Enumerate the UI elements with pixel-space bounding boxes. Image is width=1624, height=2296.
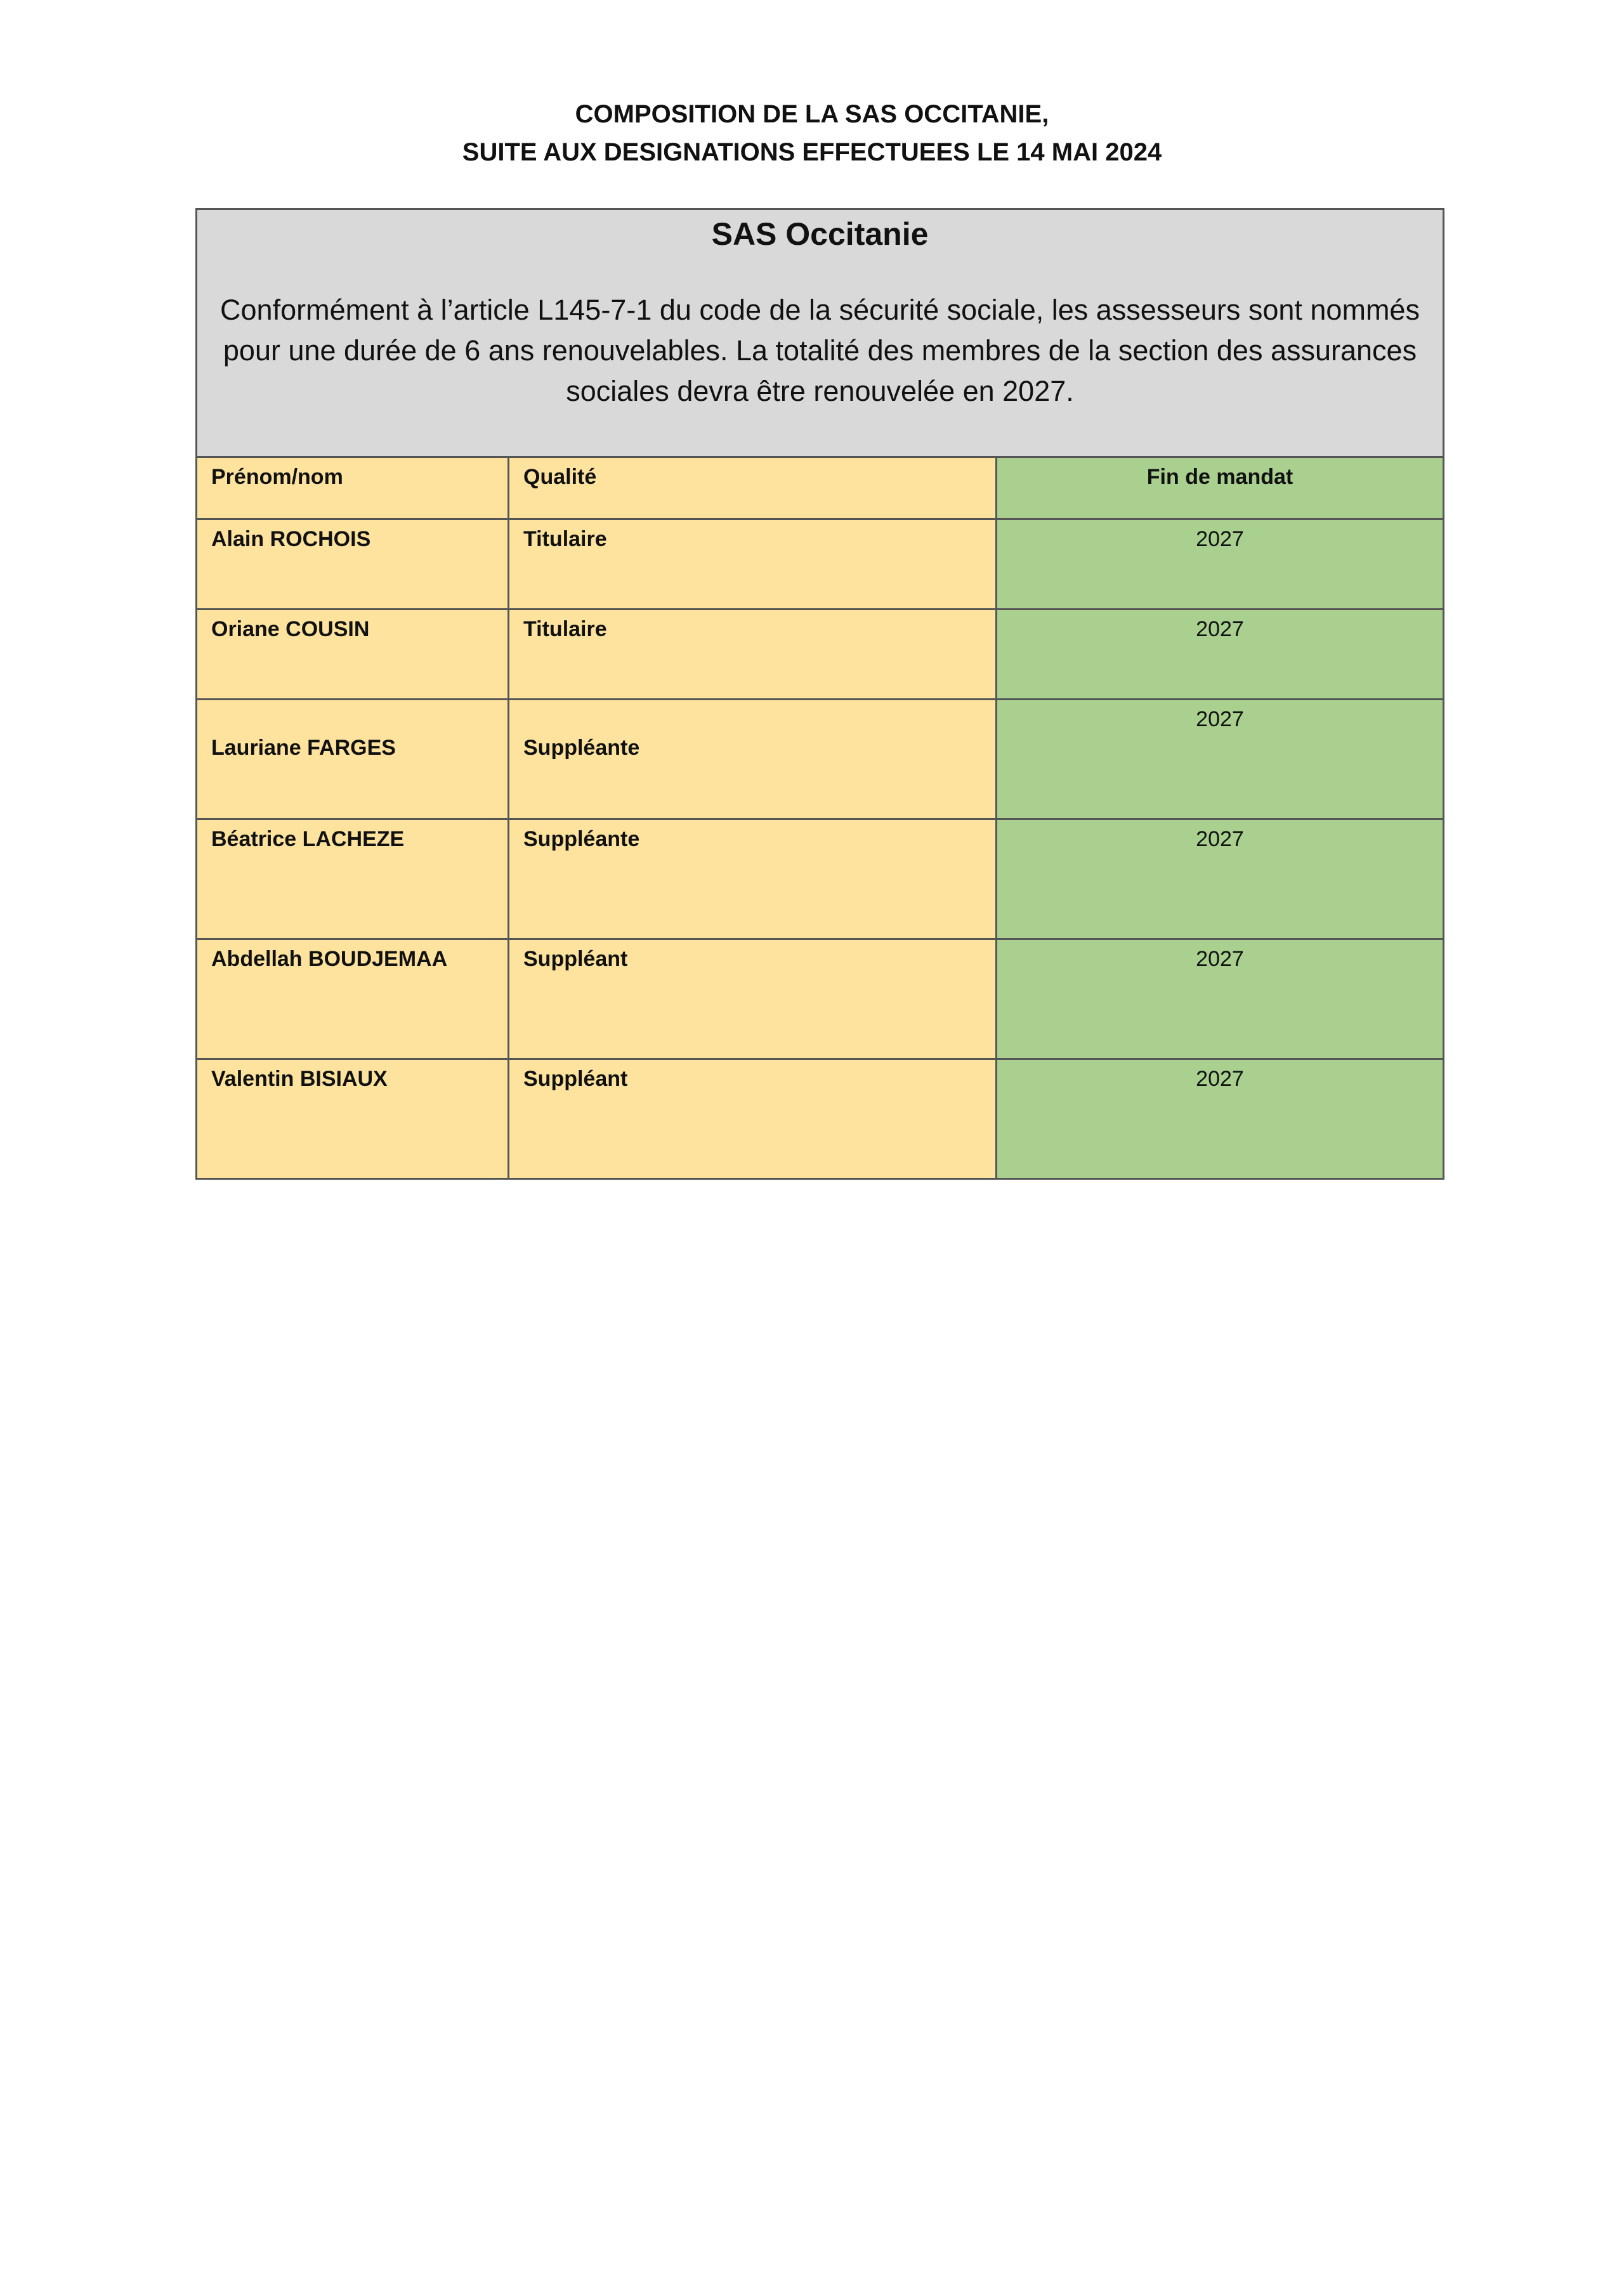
table-row [197, 700, 1444, 819]
members-table [195, 208, 1444, 1180]
title-line-2: SUITE AUX DESIGNATIONS EFFECTUEES LE 14 MAI 2024 [462, 138, 1162, 166]
member-end: 2027 [997, 939, 1444, 1059]
table-row [197, 819, 1444, 939]
member-end: 2027 [997, 610, 1444, 700]
column-header-quality: Qualité [509, 457, 997, 519]
member-name: Béatrice LACHEZE [197, 819, 509, 939]
table-heading: SAS Occitanie [711, 216, 929, 252]
member-quality: Suppléant [509, 1059, 997, 1179]
member-quality: Titulaire [509, 519, 997, 610]
member-name: Oriane COUSIN [197, 610, 509, 700]
title-line-1: COMPOSITION DE LA SAS OCCITANIE, [575, 100, 1049, 128]
member-name: Lauriane FARGES [197, 700, 509, 819]
member-name: Alain ROCHOIS [197, 519, 509, 610]
member-end: 2027 [997, 700, 1444, 819]
document-title [0, 95, 1624, 171]
table-row [197, 610, 1444, 700]
column-header-name: Prénom/nom [197, 457, 509, 519]
member-name: Valentin BISIAUX [197, 1059, 509, 1179]
member-quality: Titulaire [509, 610, 997, 700]
table-row [197, 939, 1444, 1059]
table-description: Conformément à l’article L145-7-1 du code de la sécurité sociale, les assesseurs sont nommés pour une durée de 6 ans renouvelables. La totalité des membres de la section des assurances sociales devra être renouvelée en 2027. [220, 294, 1420, 407]
member-quality: Suppléante [509, 700, 997, 819]
column-header-end: Fin de mandat [997, 457, 1444, 519]
member-end: 2027 [997, 819, 1444, 939]
table-row [197, 519, 1444, 610]
member-name: Abdellah BOUDJEMAA [197, 939, 509, 1059]
table-row [197, 1059, 1444, 1179]
member-quality: Suppléant [509, 939, 997, 1059]
member-end: 2027 [997, 519, 1444, 610]
member-quality: Suppléante [509, 819, 997, 939]
table-header [197, 209, 1444, 457]
member-end: 2027 [997, 1059, 1444, 1179]
